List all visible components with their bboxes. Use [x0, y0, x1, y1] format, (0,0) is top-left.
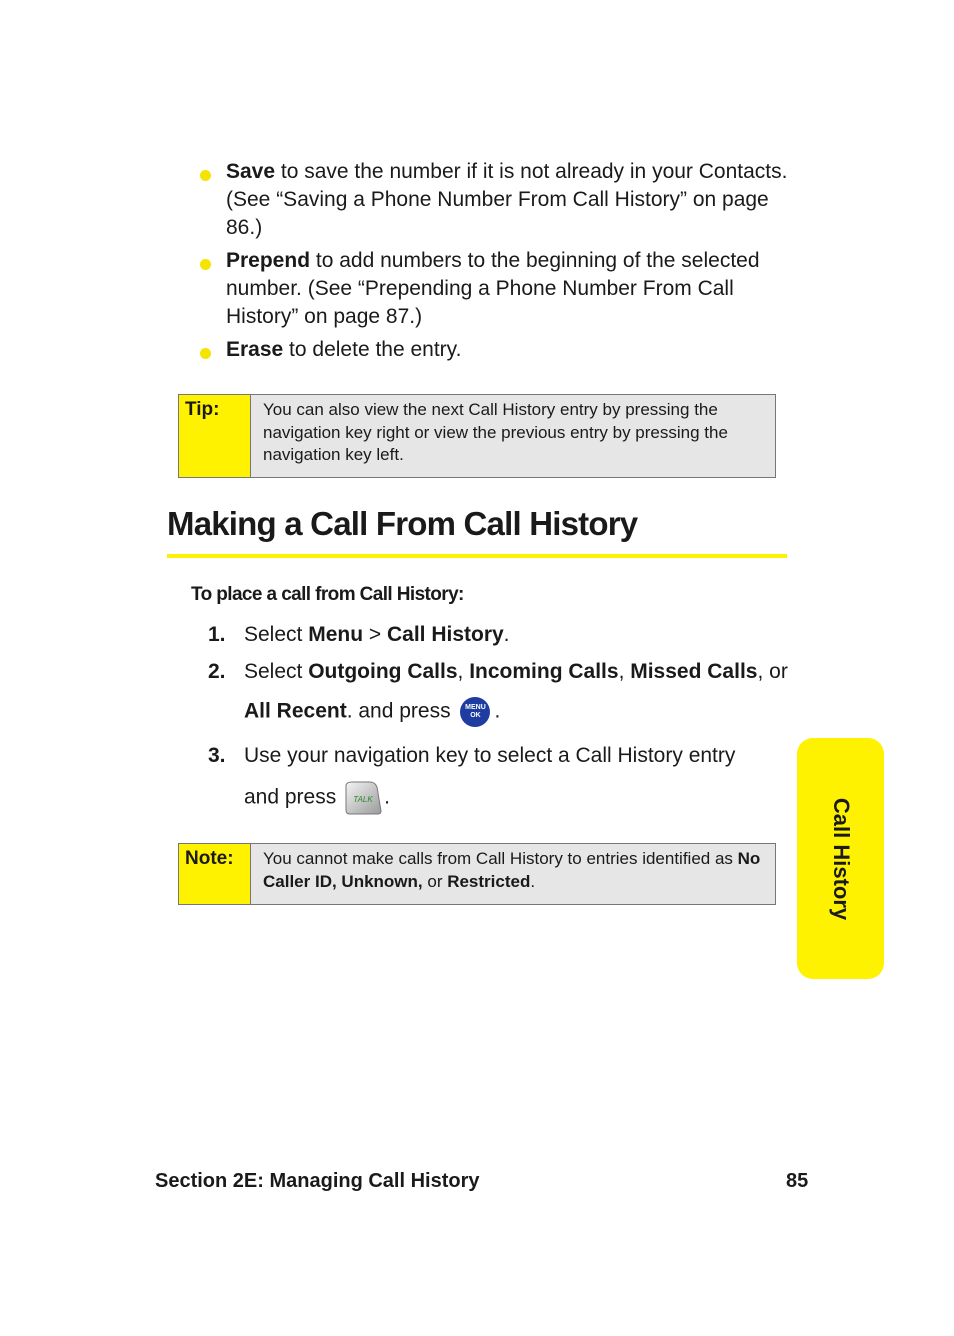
ok-key-label: OK: [470, 712, 481, 719]
step-text: Select: [244, 623, 309, 646]
note-term: No Caller ID, Unknown,: [263, 849, 761, 891]
step-incoming-term: Incoming Calls: [469, 660, 619, 683]
step-call-history-term: Call History: [386, 623, 504, 646]
step-2: [208, 658, 788, 686]
menu-ok-key-icon: [460, 697, 490, 727]
page-number: 85: [786, 1170, 809, 1192]
talk-key-label: TALK: [353, 795, 373, 804]
step-text: Use your navigation key to select a Call History entry: [244, 744, 736, 767]
step-menu-term: Menu: [308, 623, 364, 646]
step-text: .: [494, 699, 501, 723]
bullet-save: [198, 158, 798, 242]
bullet-prepend: [198, 247, 798, 331]
step-text: .: [384, 785, 390, 809]
step-3-continued: [244, 781, 390, 815]
note-term: Restricted: [447, 871, 531, 891]
step-text: ,: [618, 660, 631, 683]
step-number: 3.: [208, 744, 226, 767]
step-2-continued: [244, 697, 500, 727]
step-number: 1.: [208, 623, 226, 646]
bullet-term: Prepend: [226, 249, 311, 272]
step-missed-term: Missed Calls: [630, 660, 758, 683]
step-3: [208, 742, 735, 770]
bullet-text: to add numbers to the beginning of the selected number. (See “Prepending a Phone Number From Call History” on page 87.): [226, 249, 760, 328]
chapter-tab-label: Call History: [828, 797, 854, 920]
bullet-term: Erase: [226, 338, 284, 361]
note-text: [251, 844, 775, 904]
tip-box: [178, 394, 776, 478]
note-text-part: or: [422, 871, 448, 891]
procedure-title: To place a call from Call History:: [191, 584, 464, 605]
step-text: . and press: [346, 699, 451, 723]
note-box: [178, 843, 776, 905]
step-number: 2.: [208, 660, 226, 683]
bullet-list: [198, 158, 798, 369]
note-label: Note:: [179, 844, 251, 904]
tip-label: Tip:: [179, 395, 251, 477]
note-text-part: You cannot make calls from Call History to entries identified as: [263, 849, 738, 868]
talk-key-icon: [344, 781, 382, 815]
bullet-erase: [198, 336, 798, 364]
step-text: ,: [457, 660, 470, 683]
section-heading: Making a Call From Call History: [167, 505, 638, 542]
bullet-dot-icon: [200, 259, 211, 270]
footer-section: Section 2E: Managing Call History: [155, 1170, 480, 1192]
bullet-dot-icon: [200, 348, 211, 359]
menu-key-label: MENU: [465, 704, 486, 711]
note-text-part: .: [530, 871, 536, 891]
bullet-text: to save the number if it is not already in your Contacts. (See “Saving a Phone Number From Call History” on page 86.): [226, 160, 788, 239]
step-text: and press: [244, 785, 337, 809]
step-1: [208, 621, 510, 649]
step-separator: >: [363, 623, 387, 646]
step-all-recent-term: All Recent: [244, 699, 347, 723]
tip-text: You can also view the next Call History entry by pressing the navigation key right or view the previous entry by pressing the navigation key left.: [263, 400, 728, 464]
step-outgoing-term: Outgoing Calls: [308, 660, 458, 683]
chapter-tab: [797, 738, 884, 979]
step-text: .: [503, 623, 510, 646]
step-text: , or: [757, 660, 788, 683]
step-text: Select: [244, 660, 309, 683]
bullet-text: to delete the entry.: [283, 338, 462, 361]
bullet-dot-icon: [200, 170, 211, 181]
bullet-term: Save: [226, 160, 276, 183]
heading-rule: [167, 554, 787, 558]
